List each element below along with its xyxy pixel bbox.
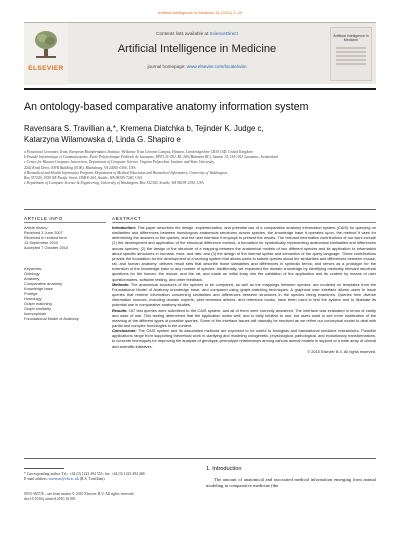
introduction-section: [206, 466, 376, 490]
history-label: Article history:: [24, 225, 49, 230]
affiliation: a Functional Genomics Team, European Bioinformatics Institute, Wellcome Trust Genome Campus, Hinxton, Cambridgeshire CB10 1SD, United Kingdom: [24, 150, 253, 154]
abstract-text: This paper describes the design, implementation, and potential use of a comparative anatomy information system (CAIS) for querying on similarities and differences between homologous anatomical structures across species, the knowledge base it operates upon, the method it uses for determining the answers to the queries, and the user interface it employs to present the results. The relevant informatics contributions of our work include (1) the development and application of the structural difference method, a formalism for symbolically representing anatomical similarities and differences across species; (2) the design of the structure of a mapping between the anatomical models of two different species and its application to information about specific structures in humans, mice, and rats; and (3) the design of the internal syntax and semantics of the query language. These contributions provide the foundation for the development of a working system that allows users to submit queries about the similarities and differences between mouse, rat, and human anatomy; delivers result sets that describe those similarities and differences in symbolic terms; and serves as a prototype for the extension of the knowledge base to any number of species. Additionally, we expanded the domain knowledge by identifying medically relevant structural questions for the human, the mouse, and the rat, and made an initial foray into the validation of the application and its content by means of user questionnaires, software testing, and other feedback.: [112, 225, 376, 282]
abstract-label: Introduction:: [112, 225, 136, 230]
abstract-text: The CAIS system and its associated methods are expected to be useful to biologists and translational medicine researchers. Possible applications range from supporting theoretical work in clarifying and modeling ontogenetic, physiological, pathological, and evolutionary transformations, to concrete techniques for improving the analysis of genotype–phenotype relationships among various animal models in support of a wide array of clinical and scientific initiatives.: [112, 328, 376, 349]
keyword: Graph matching: [24, 301, 52, 306]
keywords-label: Keywords:: [24, 266, 43, 271]
footnote-rule: [24, 468, 64, 469]
introduction-text: The amount of anatomical and associated medical information emerging from animal modeling in comparative medicine (the: [206, 477, 376, 489]
keyword: Ontology: [24, 271, 40, 276]
journal-info: [68, 23, 326, 85]
contents-prefix: Contents lists available at: [156, 31, 209, 36]
sciencedirect-link[interactable]: ScienceDirect: [209, 31, 238, 36]
corresponding-author-note: * Corresponding author. Tel.: +44 (0) 1223 494 553; fax: +44 (0) 1223 494 468.: [24, 471, 146, 476]
email-suffix: (R.S. Travillian).: [79, 476, 106, 481]
contents-line: [68, 31, 326, 36]
journal-masthead: [24, 22, 376, 84]
introduction-heading: 1. Introduction: [206, 466, 242, 472]
keywords-block: [24, 266, 106, 321]
history-line: Received in revised form: [24, 235, 67, 240]
abstract-paragraph: [112, 308, 376, 329]
keyword: Protégé: [24, 291, 38, 296]
article-info-column: [24, 216, 106, 321]
keyword: Homology: [24, 296, 42, 301]
elsevier-tree-icon: [33, 29, 59, 59]
cover-decoration: [336, 47, 366, 67]
affiliation: 2202 Kraft Drive, KWII Building (0106), Blacksburg, VA 24061-0106, USA: [24, 165, 136, 170]
keyword: Foundational Model of Anatomy: [24, 316, 79, 321]
publisher-logo-text: ELSEVIER: [28, 65, 64, 72]
keyword: Comparative anatomy: [24, 281, 63, 286]
copyright-notice: © 2010 Elsevier B.V. All rights reserved.: [307, 348, 376, 354]
paper-title: An ontology-based comparative anatomy information system: [24, 101, 309, 113]
history-line: Received 3 June 2007: [24, 230, 63, 235]
affiliation: e Department of Computer Science & Engineering, University of Washington, Box 352350, Seattle, WA 98195-2350, USA: [24, 181, 204, 186]
affiliation: d Biomedical and Health Informatics Program, Department of Medical Education and Biomedical Informatics, University of Washington,: [24, 170, 228, 175]
email-link[interactable]: ravensar@ebi.ac.uk: [48, 476, 79, 481]
affiliation: c Center for Human-Computer Interaction, Department of Computer Science, Virginia Polytechnic Institute and State University,: [24, 160, 215, 165]
affiliations: [24, 150, 376, 186]
email-prefix: E-mail address:: [24, 476, 48, 481]
email-line: [24, 477, 194, 482]
history-line: Accepted 7 October 2010: [24, 245, 69, 250]
publisher-logo: [24, 23, 68, 85]
abstract-label: Results:: [112, 307, 128, 313]
section-divider: [24, 209, 376, 210]
abstract-paragraph: [112, 282, 376, 308]
masthead-rule: [24, 88, 376, 90]
abstract-column: [112, 216, 376, 354]
section-divider: [24, 458, 376, 459]
abstract-heading: ABSTRACT: [112, 216, 376, 223]
issn-line: 0933-3657/$ – see front matter © 2010 Elsevier B.V. All rights reserved.: [24, 491, 135, 496]
homepage-prefix: journal homepage:: [147, 64, 186, 69]
abstract-paragraph: [112, 225, 376, 282]
homepage-link[interactable]: www.elsevier.com/locate/aiim: [186, 64, 247, 69]
authors-line-2: Katarzyna Wilamowska d, Linda G. Shapiro e: [24, 134, 181, 144]
abstract-text: 157 test queries were submitted to the CAIS system, and all of them were correctly answered. The interface was evaluated in terms of clarity and ease of use. This testing determined that the application works well, and is fairly intuitive to use, but users want to see more clarification of the meaning of the different types of possible queries. Some of the interface issues will naturally be resolved as we refine our conceptual model to deal with partial and complex homologies in the content.: [112, 307, 376, 328]
keyword: Knowledge base: [24, 286, 53, 291]
doi-line[interactable]: doi:10.1016/j.artmed.2010.10.001: [24, 496, 76, 501]
abstract-paragraph: [112, 328, 376, 349]
article-info-heading: ARTICLE INFO: [24, 216, 106, 223]
affiliation: b Faculté Informatique et Communications, École Polytechnique Fédérale de Lausanne, EPFL IC-DO, BC 260 (Bâtiment BC), Station 14, CH-1015 Lausanne, Switzerland: [24, 155, 278, 160]
journal-cover-thumbnail: [330, 27, 372, 81]
running-head: Artificial Intelligence in Medicine 51 (2011) 1–15: [157, 10, 243, 15]
cover-title: Artificial Intelligence in Medicine: [333, 34, 369, 43]
authors-line-1: Ravensara S. Travillian a,*, Kremena Diatchka b, Tejinder K. Judge c,: [24, 124, 264, 133]
abstract-label: Conclusions:: [112, 328, 137, 334]
keyword: Isomorphism: [24, 311, 47, 316]
history-line: 13 September 2010: [24, 240, 59, 245]
author-list: [24, 124, 376, 145]
homepage-line: [68, 64, 326, 69]
journal-title: Artificial Intelligence in Medicine: [117, 43, 277, 55]
keyword: Graph similarity: [24, 306, 52, 311]
footnotes: [24, 468, 194, 502]
keyword: Anatomy: [24, 276, 40, 281]
abstract-label: Methods:: [112, 281, 130, 287]
abstract-text: The anatomical structures of the species to be compared, as well as the mappings between species, are modeled on templates from the Foundational Model of Anatomy knowledge base, and compared using graph-matching techniques. A graphical user interface allows users to issue queries that retrieve information concerning similarities and differences between structures in the species being examined. Queries from diverse information sources, including domain experts, peer-reviewed articles, and reference books, have been used to test the system and to illustrate its potential use in comparative anatomy studies.: [112, 281, 377, 308]
affiliation: Box 357240, 1959 NE Pacific Street, HSB E-264, Seattle, WA 98195-7240, USA: [24, 176, 142, 181]
